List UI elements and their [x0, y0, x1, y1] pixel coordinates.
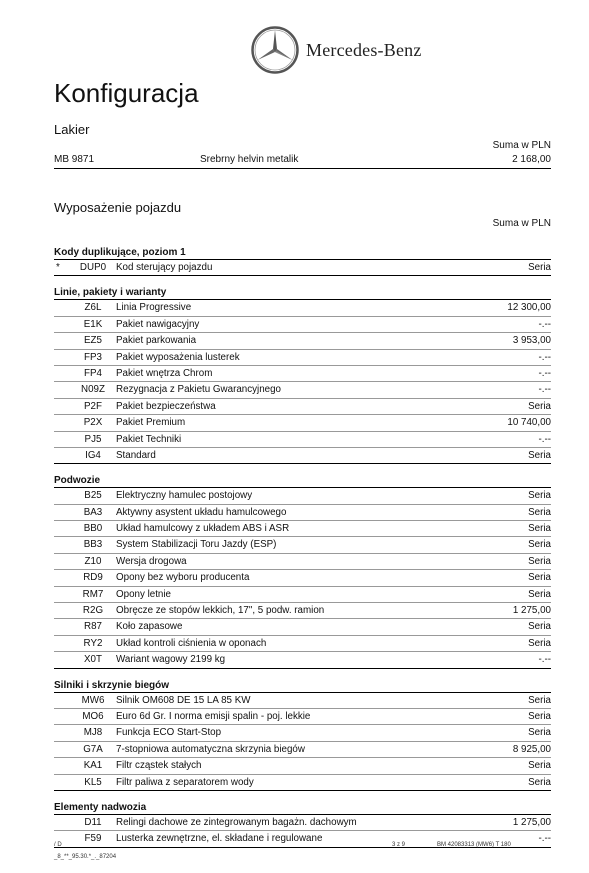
table-row — [54, 317, 551, 333]
row-price: -.-- — [538, 654, 551, 666]
row-code: MJ8 — [83, 727, 103, 739]
row-code: BA3 — [83, 506, 103, 518]
table-row — [54, 487, 551, 504]
table-row — [54, 521, 551, 537]
row-price: Seria — [528, 449, 551, 461]
brand-name: Mercedes-Benz — [306, 40, 422, 60]
row-desc: Pakiet wyposażenia lusterek — [116, 351, 240, 363]
row-code: MO6 — [82, 710, 104, 722]
table-row — [54, 725, 551, 741]
row-code: R87 — [84, 621, 102, 633]
row-desc: Filtr cząstek stałych — [116, 760, 202, 772]
row-price: -.-- — [538, 367, 551, 379]
row-price: Seria — [528, 262, 551, 273]
row-code: R2G — [82, 605, 104, 617]
row-code: MW6 — [81, 694, 105, 706]
row-code: PJ5 — [84, 433, 102, 445]
table-row — [54, 570, 551, 586]
row-code: KL5 — [84, 776, 102, 788]
row-code: F59 — [84, 833, 102, 845]
row-price: -.-- — [538, 318, 551, 330]
row-desc: Rezygnacja z Pakietu Gwarancyjnego — [116, 384, 282, 396]
footer-ref: BM 42083313 (MW6) T 180 — [437, 842, 511, 848]
row-desc: Euro 6d Gr. I norma emisji spalin - poj. lekkie — [116, 710, 311, 722]
row-price: Seria — [528, 710, 551, 722]
row-desc: Lusterka zewnętrzne, el. składane i regulowane — [116, 833, 323, 845]
table-row — [54, 259, 551, 276]
row-desc: Elektryczny hamulec postojowy — [116, 490, 253, 502]
table-row — [54, 415, 551, 431]
table-row — [54, 299, 551, 316]
equipment-heading: Wyposażenie pojazdu — [54, 200, 182, 215]
table-row — [54, 554, 551, 570]
row-code: Z6L — [84, 302, 102, 314]
row-price: Seria — [528, 760, 551, 772]
row-code: B25 — [84, 490, 102, 502]
row-code: P2X — [83, 417, 103, 429]
row-desc: Pakiet Premium — [116, 417, 186, 429]
footer-left2: _8_**_95.30.*_._87204 — [54, 854, 117, 860]
row-code: IG4 — [85, 449, 101, 461]
row-price: -.-- — [538, 384, 551, 396]
table-row — [54, 537, 551, 553]
row-code: N09Z — [81, 384, 105, 396]
row-price: Seria — [528, 776, 551, 788]
row-price: Seria — [528, 490, 551, 502]
row-price: Seria — [528, 637, 551, 649]
paint-name: Srebrny helvin metalik — [200, 154, 299, 165]
paint-code: MB 9871 — [54, 154, 95, 165]
row-desc: Pakiet Techniki — [116, 433, 182, 445]
section-title: Podwozie — [54, 475, 101, 487]
row-price: 1 275,00 — [512, 816, 551, 828]
table-row — [54, 505, 551, 521]
row-desc: Aktywny asystent układu hamulcowego — [116, 506, 287, 518]
row-code: RD9 — [83, 572, 103, 584]
row-desc: Wersja drogowa — [116, 555, 187, 567]
row-desc: Pakiet nawigacyjny — [116, 318, 200, 330]
row-price: Seria — [528, 694, 551, 706]
row-code: G7A — [83, 743, 103, 755]
row-price: Seria — [528, 621, 551, 633]
row-code: KA1 — [83, 760, 103, 772]
row-code: RY2 — [83, 637, 103, 649]
paint-sum-label: Suma w PLN — [492, 140, 551, 151]
row-price: Seria — [528, 506, 551, 518]
row-desc: Kod sterujący pojazdu — [116, 262, 213, 273]
row-desc: Standard — [116, 449, 156, 461]
section-title: Linie, pakiety i warianty — [54, 287, 167, 299]
table-row — [54, 814, 551, 831]
mercedes-star-logo — [250, 25, 300, 75]
row-code: RM7 — [82, 588, 104, 600]
row-desc: System Stabilizacji Toru Jazdy (ESP) — [116, 539, 277, 551]
row-price: 3 953,00 — [512, 335, 551, 347]
footer-page: 3 z 9 — [392, 842, 406, 848]
row-price: 12 300,00 — [507, 302, 551, 314]
row-desc: Opony letnie — [116, 588, 172, 600]
row-desc: Układ hamulcowy z układem ABS i ASR — [116, 523, 290, 535]
table-row — [54, 692, 551, 709]
table-row — [54, 775, 551, 791]
section-title: Kody duplikujące, poziom 1 — [54, 247, 186, 258]
section-title: Elementy nadwozia — [54, 801, 147, 813]
paint-price: 2 168,00 — [512, 154, 551, 165]
row-code: DUP0 — [79, 262, 107, 273]
row-desc: Silnik OM608 DE 15 LA 85 KW — [116, 694, 251, 706]
table-row — [54, 382, 551, 398]
row-price: -.-- — [538, 351, 551, 363]
table-row — [54, 432, 551, 448]
table-row — [54, 366, 551, 382]
table-row — [54, 709, 551, 725]
row-price: 1 275,00 — [512, 605, 551, 617]
table-row — [54, 652, 551, 668]
row-code: X0T — [84, 654, 102, 666]
row-price: Seria — [528, 727, 551, 739]
table-row — [54, 333, 551, 349]
row-desc: Relingi dachowe ze zintegrowanym bagażn. dachowym — [116, 816, 357, 828]
page-title: Konfiguracja — [54, 78, 199, 108]
equipment-sections — [54, 246, 551, 858]
row-desc: Filtr paliwa z separatorem wody — [116, 776, 254, 788]
row-desc: Pakiet parkowania — [116, 335, 197, 347]
row-price: Seria — [528, 555, 551, 567]
table-row — [54, 448, 551, 464]
row-price: -.-- — [538, 833, 551, 845]
equipment-sum-label: Suma w PLN — [492, 218, 551, 229]
row-price: 8 925,00 — [512, 743, 551, 755]
row-code: D11 — [84, 816, 102, 828]
paint-heading: Lakier — [54, 122, 90, 137]
row-desc: Pakiet wnętrza Chrom — [116, 367, 213, 379]
table-row — [54, 350, 551, 366]
table-row — [54, 399, 551, 415]
row-code: FP4 — [84, 367, 102, 379]
row-price: 10 740,00 — [507, 417, 551, 429]
row-price: -.-- — [538, 433, 551, 445]
footer-left1: / D — [54, 842, 62, 848]
row-code: BB0 — [83, 523, 103, 535]
section-title: Silniki i skrzynie biegów — [54, 679, 170, 691]
row-code: BB3 — [83, 539, 103, 551]
table-row — [54, 758, 551, 774]
row-price: Seria — [528, 523, 551, 535]
row-code: P2F — [84, 400, 102, 412]
row-price: Seria — [528, 400, 551, 412]
row-code: FP3 — [84, 351, 102, 363]
table-row — [54, 742, 551, 758]
row-desc: Koło zapasowe — [116, 621, 183, 633]
row-desc: Układ kontroli ciśnienia w oponach — [116, 637, 267, 649]
row-price: Seria — [528, 539, 551, 551]
row-code: E1K — [83, 318, 103, 330]
table-row — [54, 619, 551, 635]
paint-row — [54, 152, 551, 169]
row-desc: Pakiet bezpieczeństwa — [116, 400, 216, 412]
table-row — [54, 603, 551, 619]
row-price: Seria — [528, 572, 551, 584]
row-desc: Linia Progressive — [116, 302, 192, 314]
row-code: EZ5 — [84, 335, 102, 347]
row-desc: Opony bez wyboru producenta — [116, 572, 250, 584]
row-desc: Obręcze ze stopów lekkich, 17", 5 podw. ramion — [116, 605, 325, 617]
table-row — [54, 587, 551, 603]
table-row — [54, 636, 551, 652]
row-star: * — [56, 262, 60, 273]
row-desc: Wariant wagowy 2199 kg — [116, 654, 226, 666]
row-desc: Funkcja ECO Start-Stop — [116, 727, 222, 739]
row-code: Z10 — [84, 555, 102, 567]
row-price: Seria — [528, 588, 551, 600]
row-desc: 7-stopniowa automatyczna skrzynia biegów — [116, 743, 305, 755]
